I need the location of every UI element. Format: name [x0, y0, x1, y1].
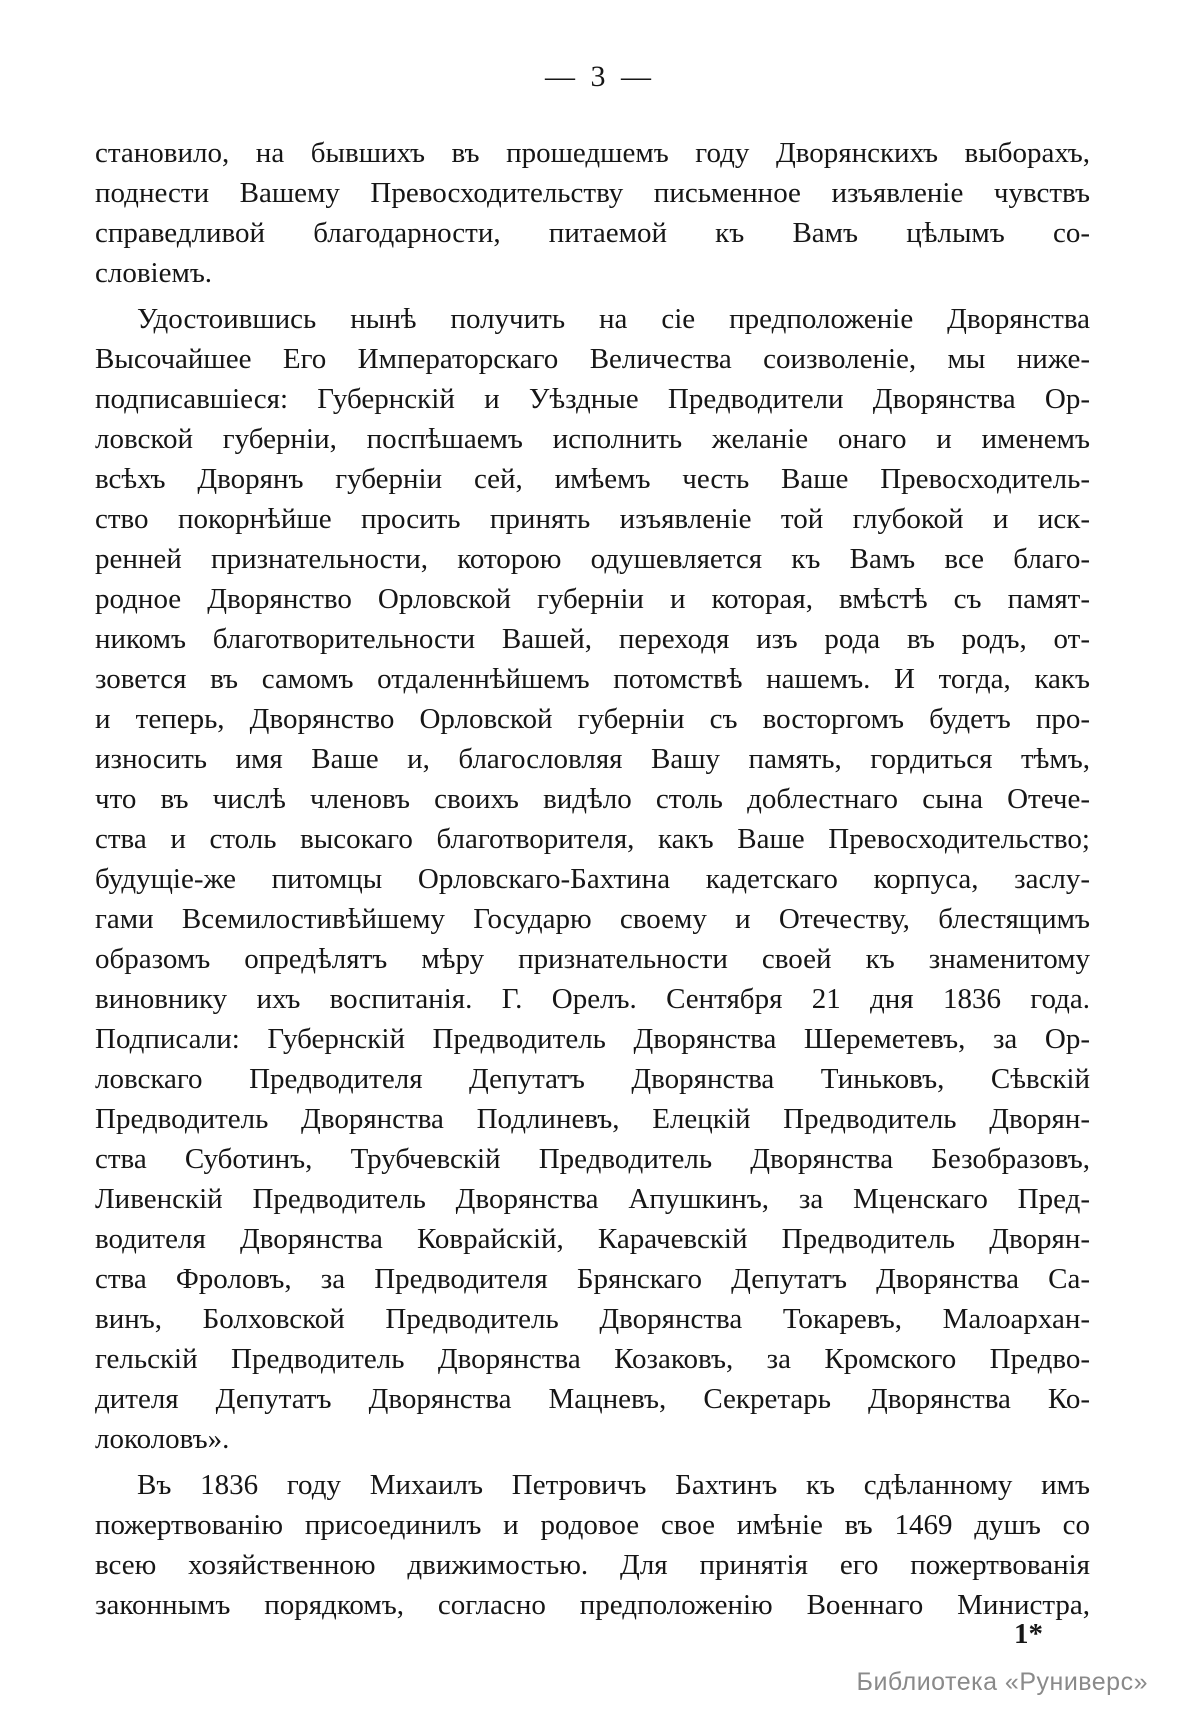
library-watermark: Библиотека «Руниверс» [856, 1668, 1148, 1696]
text-line: ловской губерніи, поспѣшаемъ исполнить желаніе онаго и именемъ [95, 423, 1090, 455]
text-line: всѣхъ Дворянъ губерніи сей, имѣемъ честь Ваше Превосходитель- [95, 463, 1090, 495]
text-line: Высочайшее Его Императорскаго Величества соизволеніе, мы ниже- [95, 343, 1090, 375]
text-line: ства Фроловъ, за Предводителя Брянскаго Депутатъ Дворянства Са- [95, 1263, 1090, 1295]
text-line: и теперь, Дворянство Орловской губерніи съ восторгомъ будетъ про- [95, 703, 1090, 735]
text-line: родное Дворянство Орловской губерніи и которая, вмѣстѣ съ памят- [95, 583, 1090, 615]
text-line: пожертвованію присоединилъ и родовое свое имѣніе въ 1469 душъ со [95, 1509, 1090, 1541]
text-line: дителя Депутатъ Дворянства Мацневъ, Секретарь Дворянства Ко- [95, 1383, 1090, 1415]
text-line: износить имя Ваше и, благословляя Вашу память, гордиться тѣмъ, [95, 743, 1090, 775]
paragraph [95, 299, 1090, 1459]
text-line: что въ числѣ членовъ своихъ видѣло столь доблестнаго сына Отече- [95, 783, 1090, 815]
text-line: образомъ опредѣлятъ мѣру признательности своей къ знаменитому [95, 943, 1090, 975]
text-line: Въ 1836 году Михаилъ Петровичъ Бахтинъ къ сдѣланному имъ [137, 1469, 1090, 1501]
text-line: виновнику ихъ воспитанія. Г. Орелъ. Сентября 21 дня 1836 года. [95, 983, 1090, 1015]
paragraph [95, 1465, 1090, 1625]
signature-mark: 1* [1014, 1618, 1043, 1650]
text-line: никомъ благотворительности Вашей, переходя изъ рода въ родъ, от- [95, 623, 1090, 655]
text-line: становило, на бывшихъ въ прошедшемъ году Дворянскихъ выборахъ, [95, 137, 1090, 169]
text-line: ренней признательности, которою одушевляется къ Вамъ все благо- [95, 543, 1090, 575]
text-line: зовется въ самомъ отдаленнѣйшемъ потомствѣ нашемъ. И тогда, какъ [95, 663, 1090, 695]
text-line: ства Суботинъ, Трубчевскій Предводитель Дворянства Безобразовъ, [95, 1143, 1090, 1175]
text-line: Удостоившись нынѣ получить на сіе предположеніе Дворянства [137, 303, 1090, 335]
text-line: поднести Вашему Превосходительству письменное изъявленіе чувствъ [95, 177, 1090, 209]
text-line: будущіе-же питомцы Орловскаго-Бахтина кадетскаго корпуса, заслу- [95, 863, 1090, 895]
text-line: Предводитель Дворянства Подлиневъ, Елецкій Предводитель Дворян- [95, 1103, 1090, 1135]
text-line: законнымъ порядкомъ, согласно предположенію Военнаго Министра, [95, 1589, 1090, 1621]
text-line: словіемъ. [95, 257, 213, 289]
text-line: подписавшіеся: Губернскій и Уѣздные Предводители Дворянства Ор- [95, 383, 1090, 415]
text-line: ство покорнѣйше просить принять изъявленіе той глубокой и иск- [95, 503, 1090, 535]
text-line: локоловъ». [95, 1423, 230, 1455]
text-line: винъ, Болховской Предводитель Дворянства Токаревъ, Малоархан- [95, 1303, 1090, 1335]
text-line: ства и столь высокаго благотворителя, какъ Ваше Превосходительство; [95, 823, 1090, 855]
document-text [95, 133, 1090, 1625]
text-line: водителя Дворянства Коврайскій, Карачевскій Предводитель Дворян- [95, 1223, 1090, 1255]
text-line: Подписали: Губернскій Предводитель Дворянства Шереметевъ, за Ор- [95, 1023, 1090, 1055]
text-line: гами Всемилостивѣйшему Государю своему и Отечеству, блестящимъ [95, 903, 1090, 935]
text-line: ловскаго Предводителя Депутатъ Дворянства Тиньковъ, Сѣвскій [95, 1063, 1090, 1095]
text-line: справедливой благодарности, питаемой къ Вамъ цѣлымъ со- [95, 217, 1090, 249]
paragraph [95, 133, 1090, 293]
text-line: гельскій Предводитель Дворянства Козаковъ, за Кромского Предво- [95, 1343, 1090, 1375]
text-line: всею хозяйственною движимостью. Для принятія его пожертвованія [95, 1549, 1090, 1581]
text-line: Ливенскій Предводитель Дворянства Апушкинъ, за Мценскаго Пред- [95, 1183, 1090, 1215]
page-number: — 3 — [545, 60, 655, 93]
